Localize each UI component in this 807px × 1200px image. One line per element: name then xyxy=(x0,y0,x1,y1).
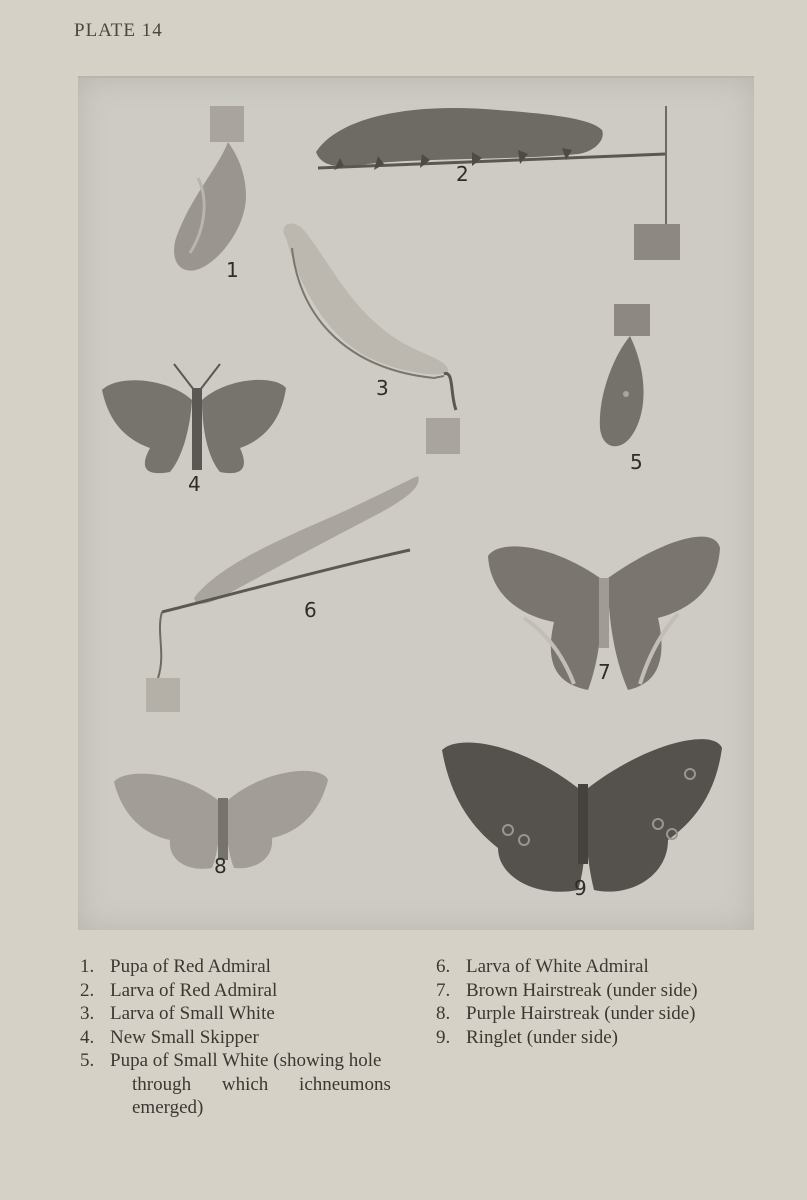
caption-text: New Small Skipper xyxy=(110,1026,259,1048)
figure-number-2: 2 xyxy=(456,162,469,186)
caption-number: 9. xyxy=(436,1026,451,1048)
caption-number: 5. xyxy=(80,1050,95,1071)
figure-4-new-small-skipper xyxy=(102,364,286,473)
figure-2-larva-red-admiral xyxy=(316,106,680,260)
caption-text-line-3: emerged) xyxy=(132,1097,204,1118)
caption-item xyxy=(436,1026,766,1050)
figure-6-larva-white-admiral xyxy=(146,476,419,712)
figure-5-pupa-small-white xyxy=(600,304,650,446)
figure-3-larva-small-white xyxy=(283,223,460,454)
caption-item xyxy=(80,979,430,1003)
figure-number-4: 4 xyxy=(188,472,201,496)
caption-number: 1. xyxy=(80,956,95,977)
caption-item xyxy=(436,979,766,1003)
caption-item xyxy=(80,1002,430,1026)
caption-text: Larva of White Admiral xyxy=(466,956,649,977)
caption-text: Purple Hairstreak (under side) xyxy=(466,1003,696,1024)
caption-item xyxy=(80,1026,430,1050)
caption-item xyxy=(436,955,766,979)
figure-number-1: 1 xyxy=(226,258,239,282)
caption-number: 4. xyxy=(80,1026,95,1048)
caption-text-line-1: Pupa of Small White (showing hole xyxy=(110,1050,382,1071)
caption-list-left xyxy=(80,955,430,1120)
caption-text: Pupa of Red Admiral xyxy=(110,956,271,977)
caption-list-right xyxy=(436,955,766,1049)
caption-text-line-2: through which ichneumons xyxy=(132,1073,391,1095)
figure-number-8: 8 xyxy=(214,854,227,878)
caption-number: 3. xyxy=(80,1003,95,1024)
figure-number-7: 7 xyxy=(598,660,611,684)
figure-1-pupa-red-admiral xyxy=(174,106,246,271)
caption-text: Brown Hairstreak (under side) xyxy=(466,979,698,1001)
caption-text: Ringlet (under side) xyxy=(466,1026,618,1048)
figure-number-9: 9 xyxy=(574,876,587,900)
caption-item xyxy=(80,955,430,979)
figure-number-6: 6 xyxy=(304,598,317,622)
figure-number-3: 3 xyxy=(376,376,389,400)
specimen-illustrations xyxy=(78,78,754,930)
caption-number: 2. xyxy=(80,979,95,1001)
caption-text: Larva of Small White xyxy=(110,1003,275,1024)
caption-text: Larva of Red Admiral xyxy=(110,979,278,1001)
caption-item xyxy=(80,1049,430,1120)
caption-number: 7. xyxy=(436,979,451,1001)
plate-photograph xyxy=(78,76,754,930)
caption-number: 8. xyxy=(436,1003,451,1024)
figure-9-ringlet xyxy=(442,739,722,892)
figure-number-5: 5 xyxy=(630,450,643,474)
caption-item xyxy=(436,1002,766,1026)
caption-number: 6. xyxy=(436,956,451,977)
plate-label: PLATE 14 xyxy=(74,20,163,41)
